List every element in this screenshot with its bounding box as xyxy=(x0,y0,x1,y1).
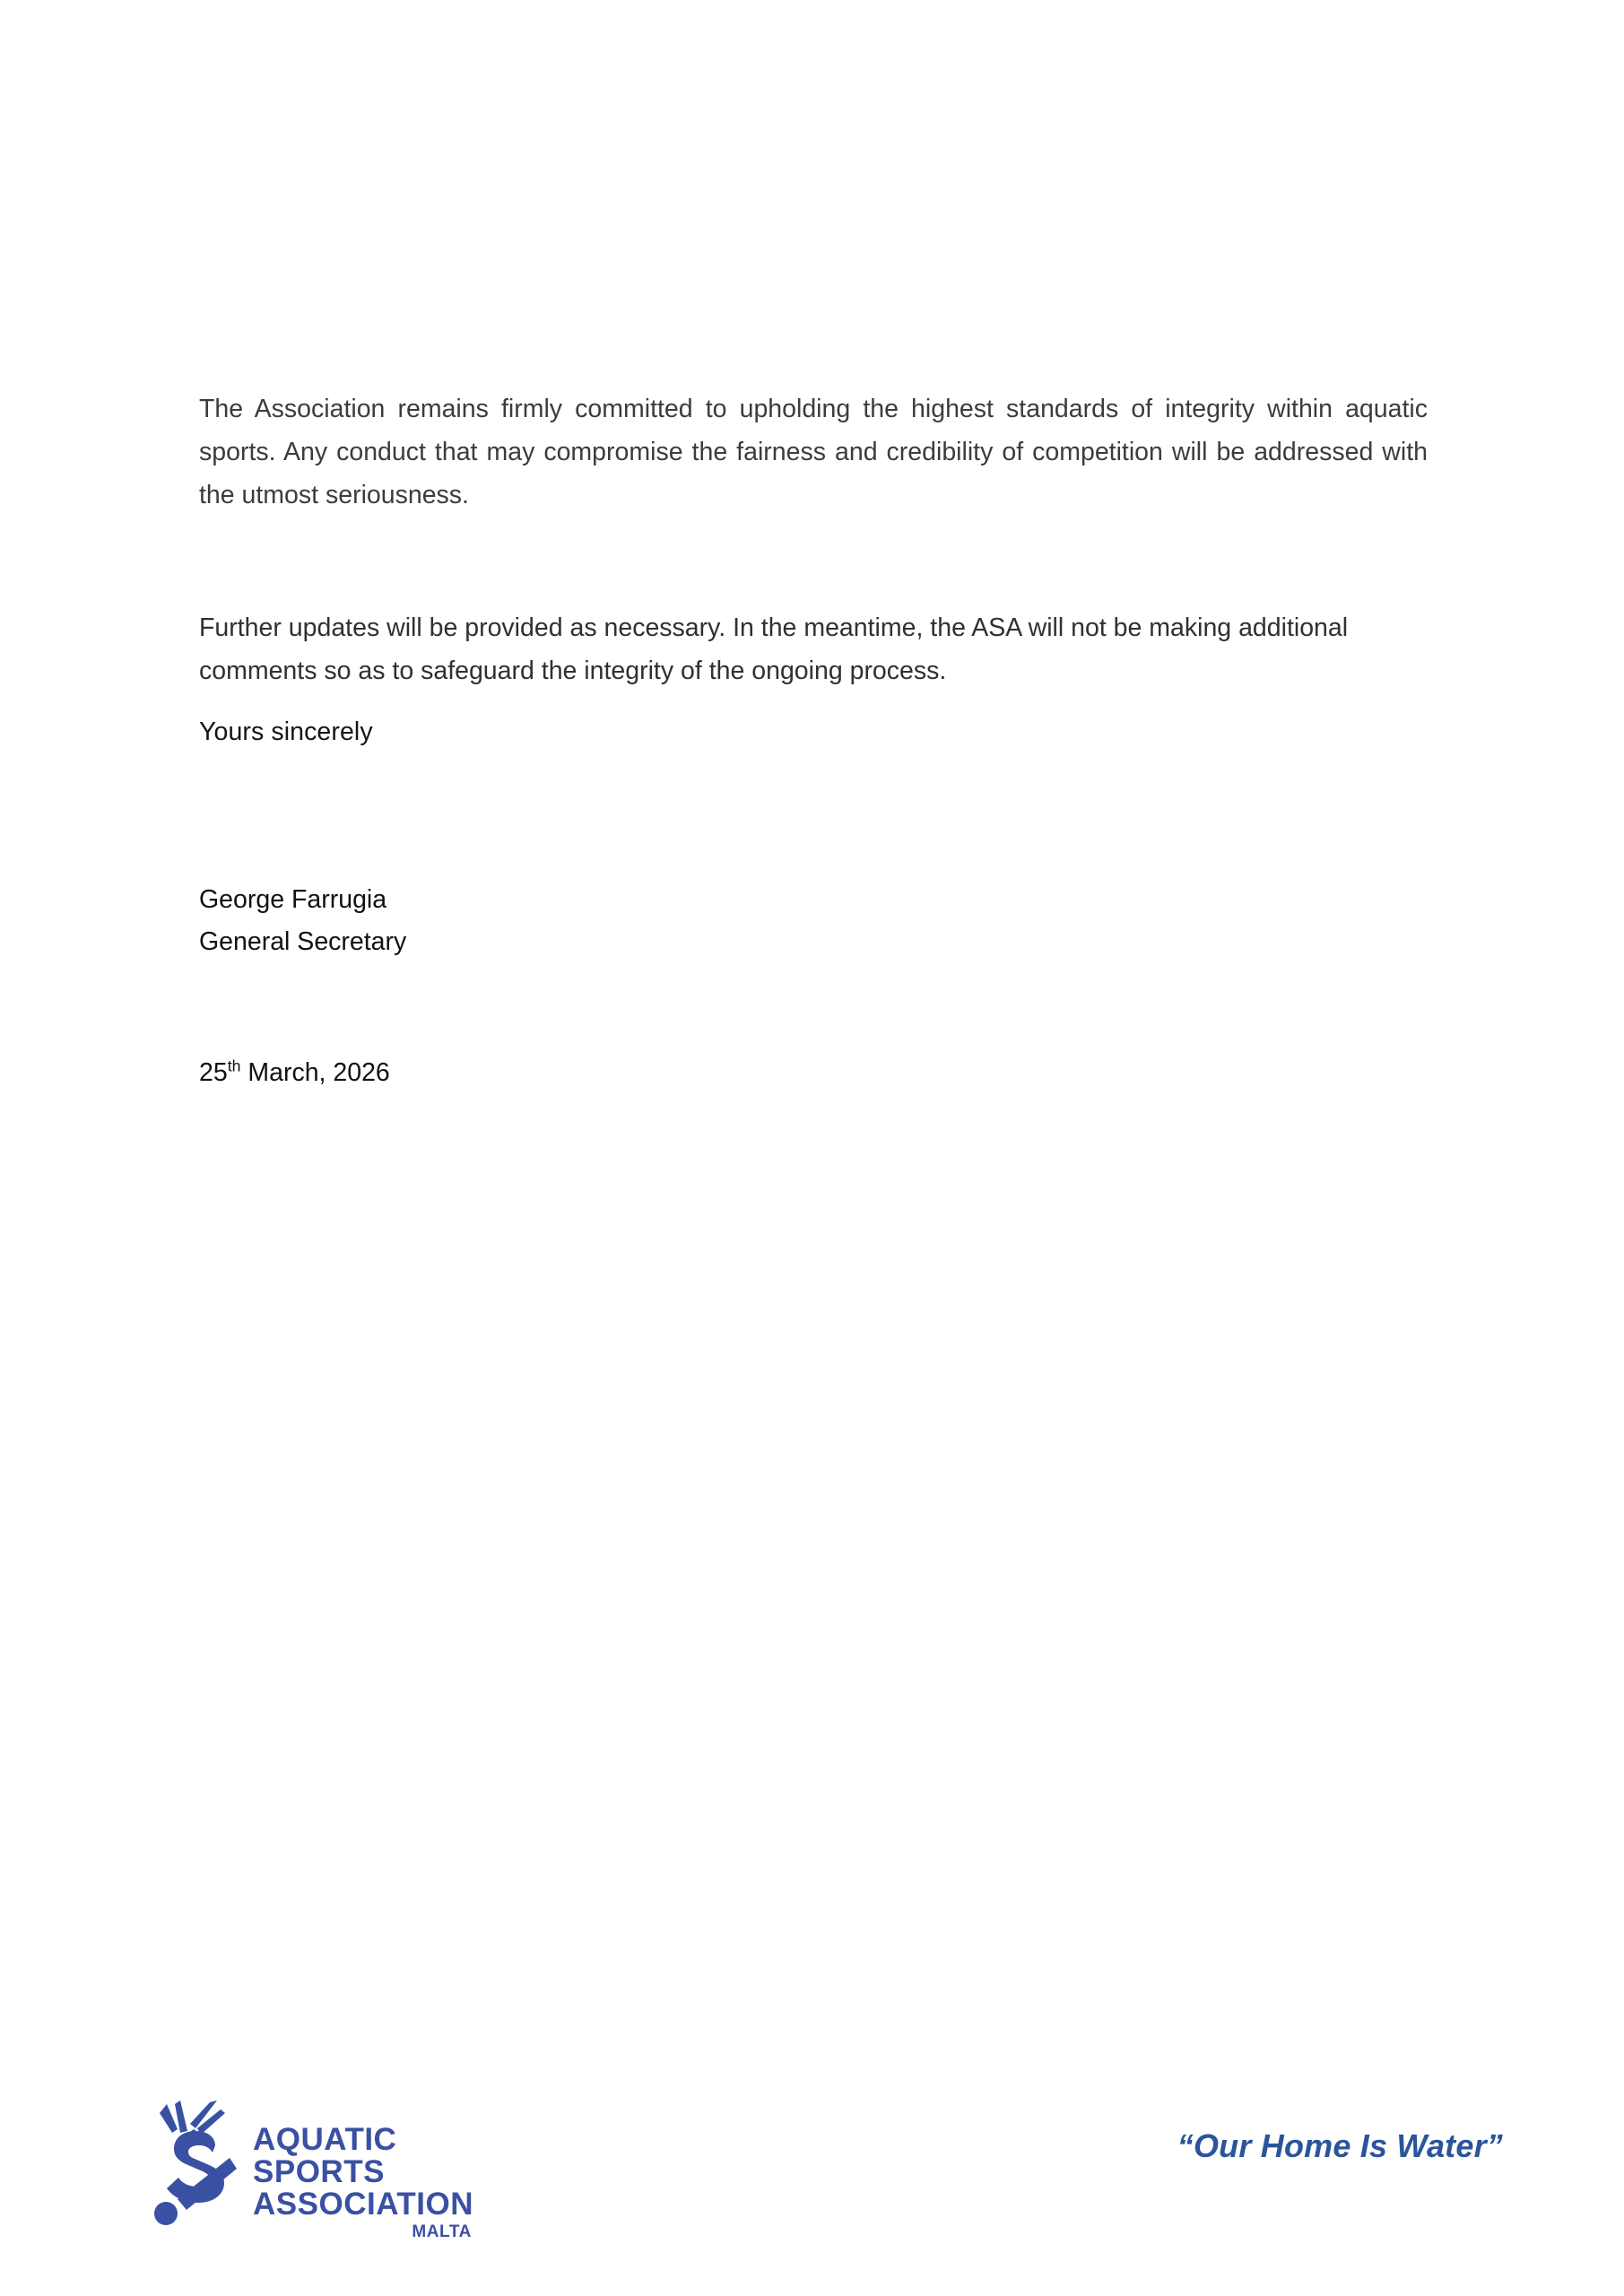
logo-line-aquatic: AQUATIC xyxy=(253,2122,397,2157)
signature-space xyxy=(199,753,1428,879)
logo-line-association: ASSOCIATION xyxy=(253,2187,473,2222)
paragraph-spacer xyxy=(199,517,1428,606)
closing-salutation: Yours sincerely xyxy=(199,718,373,746)
logo-wordmark xyxy=(253,2099,473,2242)
date-ordinal-suffix: th xyxy=(227,1057,241,1075)
signature-block xyxy=(199,879,1428,963)
paragraph-further-updates: Further updates will be provided as necessary. In the meantime, the ASA will not be making additional comments so as to safeguard the integrity of the ongoing process. xyxy=(199,613,1349,685)
logo-line-sports: SPORTS xyxy=(253,2154,385,2189)
asa-logo xyxy=(151,2099,473,2242)
closing-spacer-top xyxy=(199,692,1428,710)
date-day: 25 xyxy=(199,1058,228,1087)
signatory-name: George Farrugia xyxy=(199,885,387,914)
aquatic-s-splash-logo-icon xyxy=(151,2099,248,2235)
letter-date xyxy=(199,1053,1428,1092)
logo-line-malta: MALTA xyxy=(412,2222,472,2241)
footer-tagline: “Our Home Is Water” xyxy=(1177,2127,1503,2164)
date-spacer xyxy=(199,963,1428,1053)
letter-body xyxy=(199,387,1428,1092)
signatory-title: General Secretary xyxy=(199,927,407,956)
date-month-year: March, 2026 xyxy=(240,1058,390,1087)
paragraph-integrity-statement: The Association remains firmly committed to upholding the highest standards of integrity within aquatic sports. Any conduct that may compromise the fairness and credibility of competition will be addressed with the utmost seriousness. xyxy=(199,395,1428,509)
page-footer xyxy=(0,2090,1624,2296)
